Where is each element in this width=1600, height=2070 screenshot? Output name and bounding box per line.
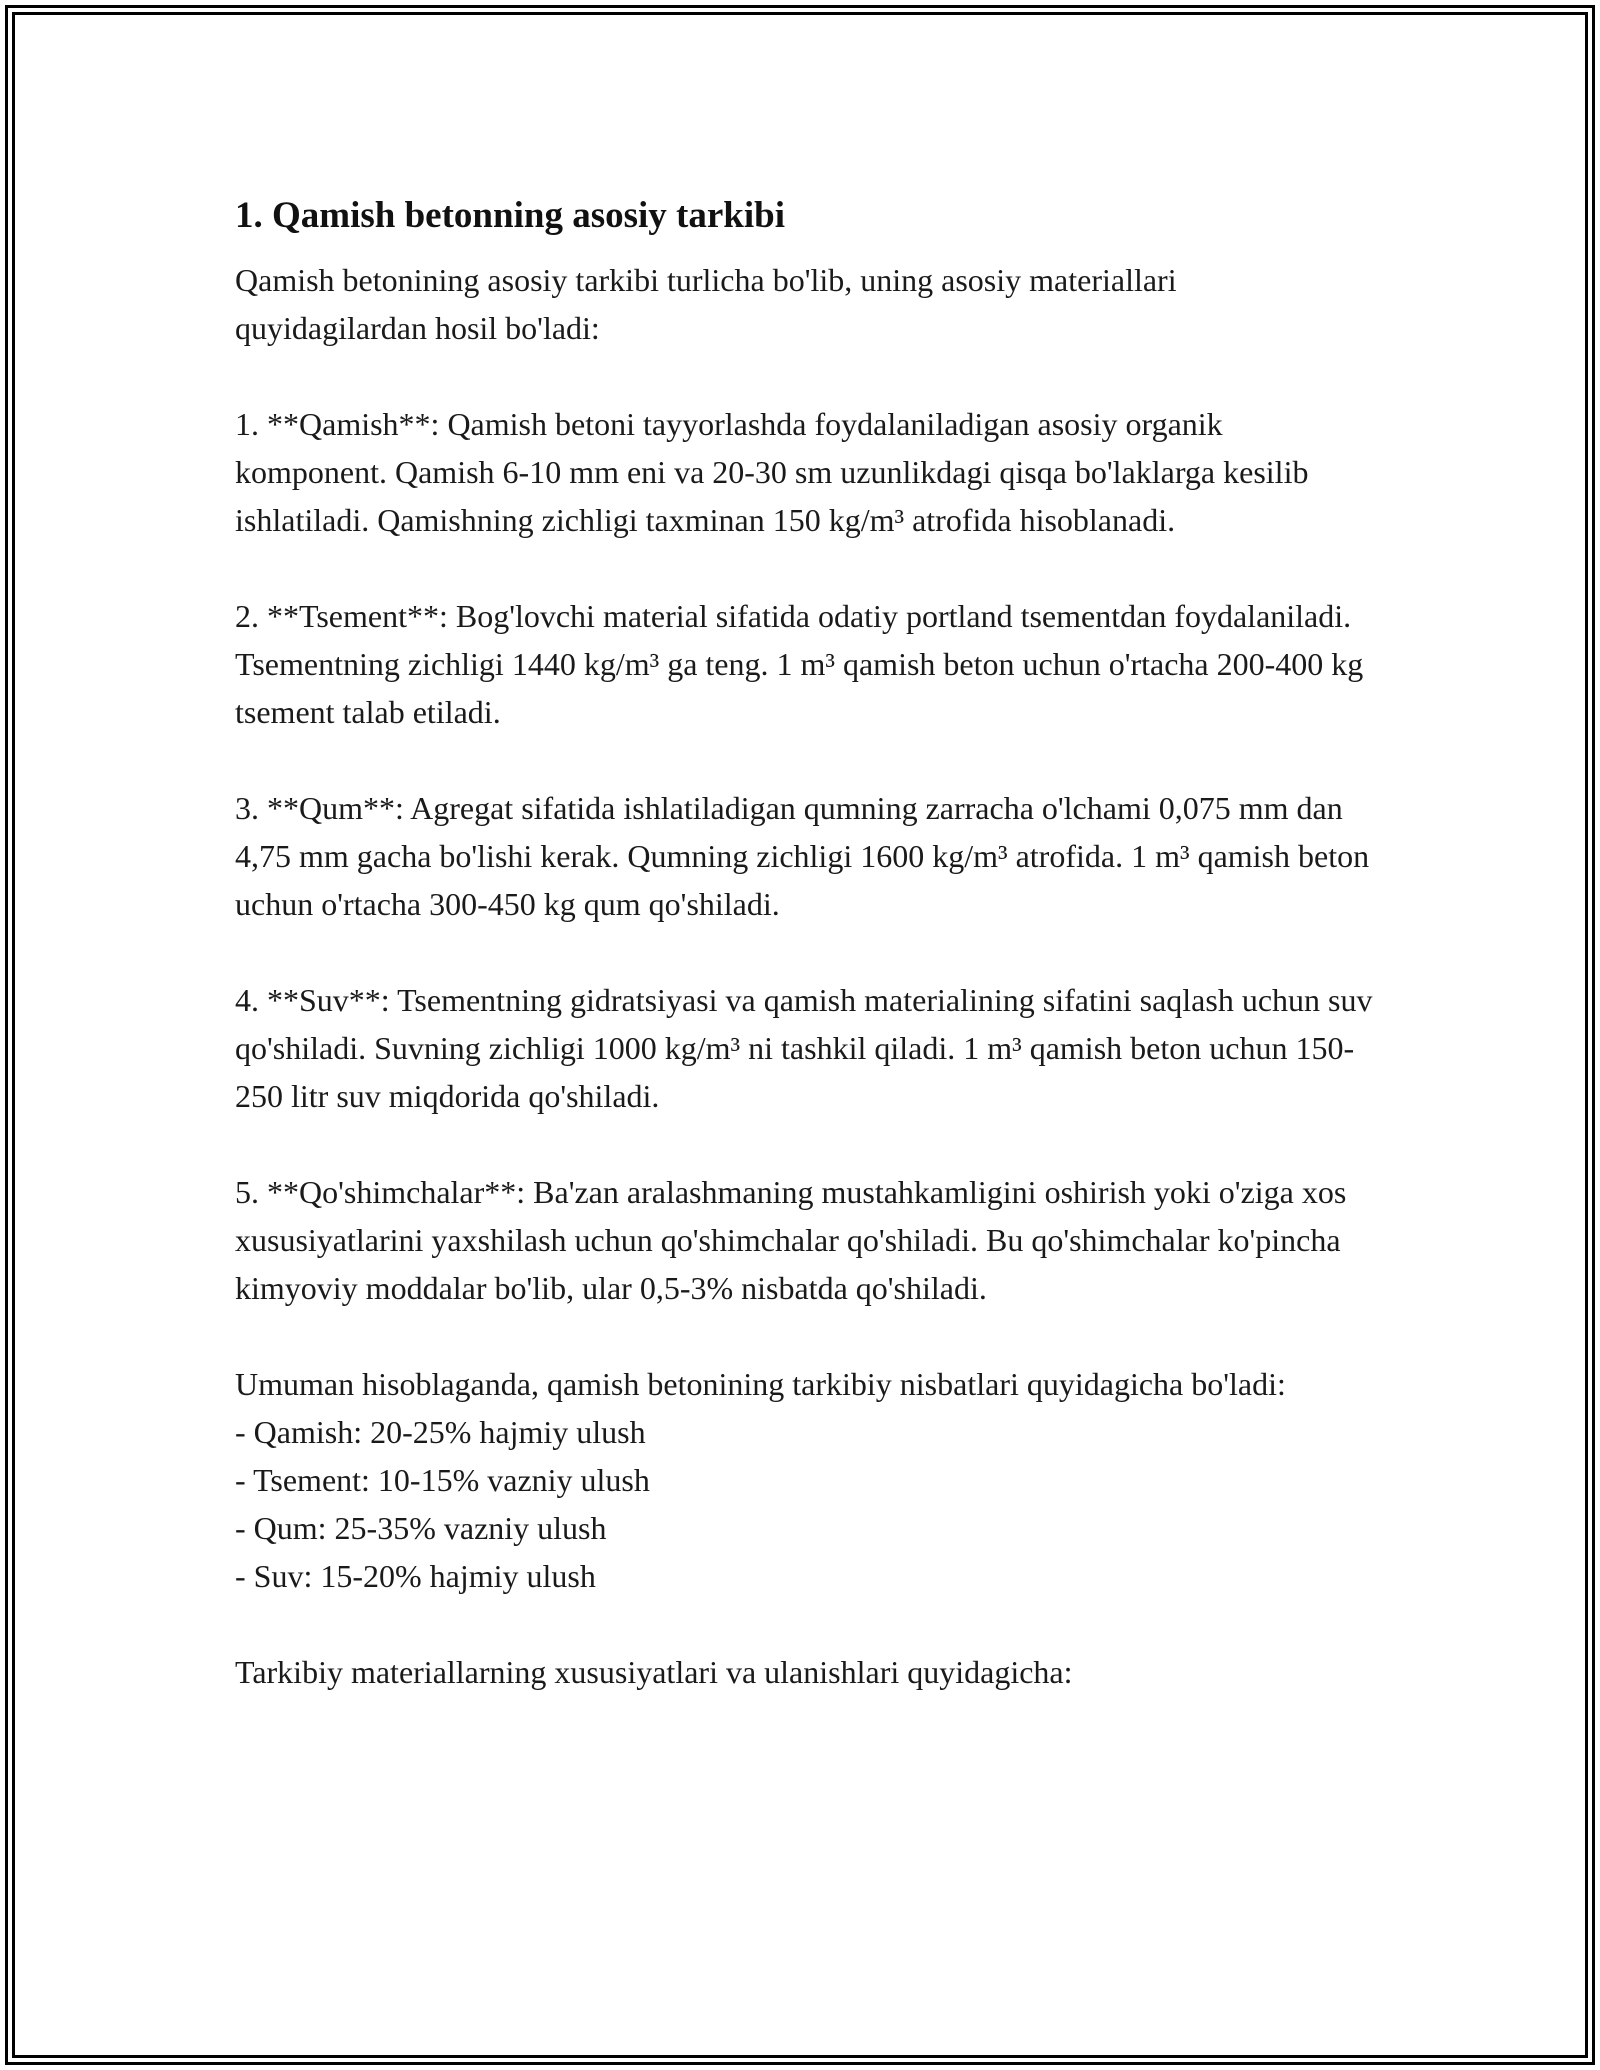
ratio-item-qamish: - Qamish: 20-25% hajmiy ulush [235, 1414, 646, 1451]
ratio-item-qum: - Qum: 25-35% vazniy ulush [235, 1510, 607, 1547]
item-qoshimchalar: 5. **Qo'shimchalar**: Ba'zan aralashmaning mustahkamligini oshirish yoki o'ziga xos xususiyatlarini yaxshilash uchun qo'shimchalar qo'shiladi. Bu qo'shimchalar ko'pincha kimyoviy moddalar bo'lib, ular 0,5-3% nisbatda qo'shiladi. [235, 1174, 1355, 1307]
ratio-item-tsement: - Tsement: 10-15% vazniy ulush [235, 1462, 650, 1499]
section-heading: 1. Qamish betonning asosiy tarkibi [235, 195, 785, 236]
intro-paragraph: Qamish betonining asosiy tarkibi turlicha bo'lib, uning asosiy materiallari quyidagilardan hosil bo'ladi: [235, 262, 1185, 347]
ratio-list [235, 1408, 1375, 1600]
item-tsement: 2. **Tsement**: Bog'lovchi material sifatida odatiy portland tsementdan foydalaniladi. Tsementning zichligi 1440 kg/m³ ga teng. 1 m³ qamish beton uchun o'rtacha 200-400 kg tsement talab etiladi. [235, 598, 1372, 731]
document-body [235, 180, 1381, 1696]
item-qum: 3. **Qum**: Agregat sifatida ishlatiladigan qumning zarracha o'lchami 0,075 mm dan 4,75 mm gacha bo'lishi kerak. Qumning zichligi 1600 kg/m³ atrofida. 1 m³ qamish beton uchun o'rtacha 300-450 kg qum qo'shiladi. [235, 790, 1378, 923]
ratio-item-suv: - Suv: 15-20% hajmiy ulush [235, 1558, 596, 1595]
item-suv: 4. **Suv**: Tsementning gidratsiyasi va qamish materialining sifatini saqlash uchun suv qo'shiladi. Suvning zichligi 1000 kg/m³ ni tashkil qiladi. 1 m³ qamish beton uchun 150-250 litr suv miqdorida qo'shiladi. [235, 982, 1381, 1115]
summary-paragraph: Umuman hisoblaganda, qamish betonining tarkibiy nisbatlari quyidagicha bo'ladi: [235, 1366, 1286, 1403]
item-qamish: 1. **Qamish**: Qamish betoni tayyorlashda foydalaniladigan asosiy organik komponent. Qamish 6-10 mm eni va 20-30 sm uzunlikdagi qisqa bo'laklarga kesilib ishlatiladi. Qamishning zichligi taxminan 150 kg/m³ atrofida hisoblanadi. [235, 406, 1317, 539]
closing-paragraph: Tarkibiy materiallarning xususiyatlari va ulanishlari quyidagicha: [235, 1654, 1073, 1691]
